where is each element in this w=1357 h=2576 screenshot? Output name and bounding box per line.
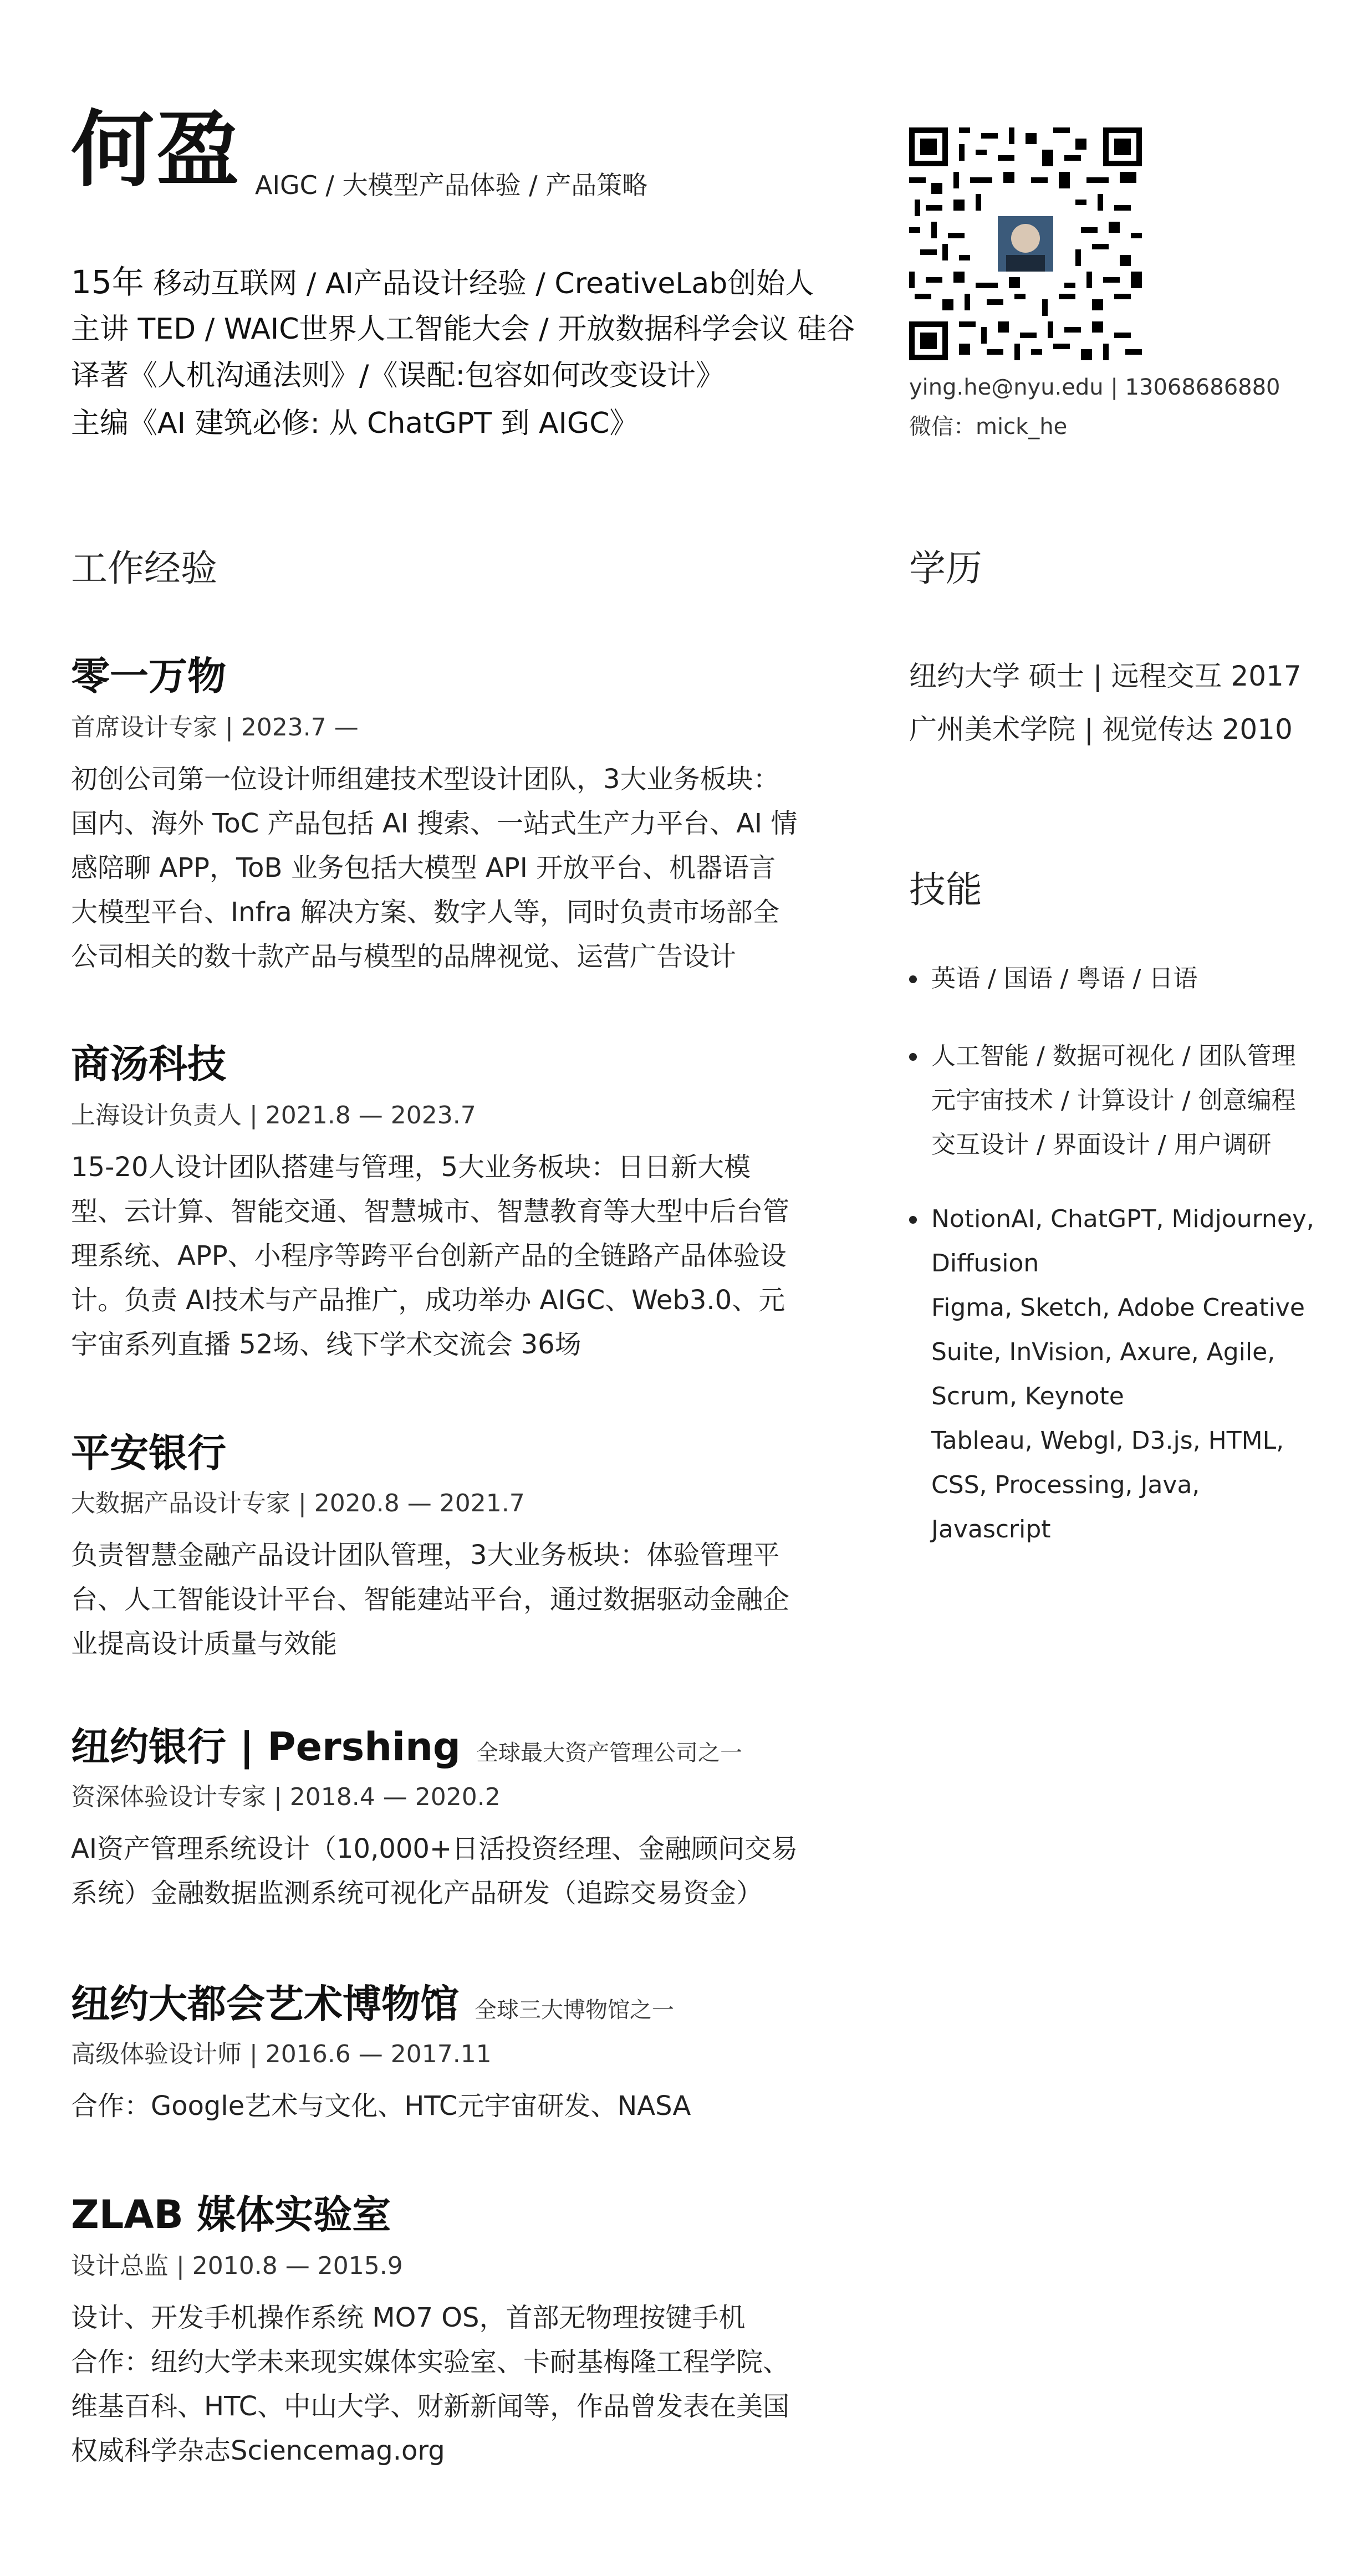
company-name: 平安银行: [71, 1430, 226, 1476]
summary-text: 移动互联网 / AI产品设计经验 / CreativeLab创始人: [153, 267, 814, 300]
description-line: 计。负责 AI技术与产品推广，成功举办 AIGC、Web3.0、元: [71, 1285, 785, 1316]
description-line: 型、云计算、智能交通、智慧城市、智慧教育等大型中后台管: [71, 1196, 790, 1227]
description-line: 理系统、APP、小程序等跨平台创新产品的全链路产品体验设: [71, 1240, 787, 1271]
description-line: 台、人工智能设计平台、智能建站平台，通过数据驱动金融企: [71, 1584, 790, 1615]
company-note: 全球最大资产管理公司之一: [476, 1740, 743, 1766]
summary-line: [71, 409, 639, 438]
skill-line: Suite, InVision, Axure, Agile,: [931, 1338, 1276, 1366]
skill-line: Tableau, Webgl, D3.js, HTML,: [931, 1427, 1284, 1455]
description-line: 初创公司第一位设计师组建技术型设计团队，3大业务板块：: [71, 764, 780, 795]
job-description: [71, 2296, 814, 2473]
summary-line: [71, 361, 725, 390]
skill-group: [909, 1034, 1336, 1167]
summary-line: [71, 315, 855, 344]
job-role: 上海设计负责人 | 2021.8 — 2023.7: [71, 1101, 476, 1129]
job-role: 资深体验设计专家 | 2018.4 — 2020.2: [71, 1783, 501, 1811]
education-item: 广州美术学院 | 视觉传达 2010: [909, 713, 1293, 745]
bullet-icon: [909, 1053, 917, 1061]
job-role: 设计总监 | 2010.8 — 2015.9: [71, 2252, 403, 2280]
description-line: 设计、开发手机操作系统 MO7 OS，首部无物理按键手机: [71, 2302, 746, 2333]
skill-line: Diffusion: [931, 1249, 1039, 1277]
summary-text: 《人机沟通法则》/《误配:包容如何改变设计》: [129, 359, 725, 392]
company-title: 纽约银行 | Pershing: [71, 1724, 461, 1770]
skill-line: 元宇宙技术 / 计算设计 / 创意编程: [931, 1086, 1296, 1115]
company-note: 全球三大博物馆之一: [475, 1997, 674, 2023]
bullet-icon: [909, 1216, 917, 1224]
education-section-title: 学历: [909, 547, 982, 590]
description-line: 业提高设计质量与效能: [71, 1628, 338, 1659]
description-line: 合作：Google艺术与文化、HTC元宇宙研发、NASA: [71, 2091, 691, 2122]
job-description: [71, 2084, 814, 2128]
summary-lead: 主讲: [71, 313, 129, 346]
skill-group: [909, 957, 1336, 1001]
skill-line: 人工智能 / 数据可视化 / 团队管理: [931, 1042, 1296, 1070]
job-description: [71, 757, 814, 979]
skill-line: NotionAI, ChatGPT, Midjourney,: [931, 1205, 1314, 1233]
description-line: 15-20人设计团队搭建与管理，5大业务板块：日日新大模: [71, 1152, 751, 1183]
summary-lead: 译著: [71, 359, 129, 392]
qr-code-icon: [909, 127, 1142, 360]
company-title: 纽约大都会艺术博物馆: [71, 1981, 459, 2027]
skill-line: Scrum, Keynote: [931, 1382, 1124, 1410]
company-name: 商汤科技: [71, 1041, 226, 1087]
summary-text: TED / WAIC世界人工智能大会 / 开放数据科学会议 硅谷: [137, 313, 855, 346]
description-line: 国内、海外 ToC 产品包括 AI 搜索、一站式生产力平台、AI 情: [71, 808, 798, 839]
contact-email-phone[interactable]: ying.he@nyu.edu | 13068686880: [909, 375, 1281, 400]
description-line: 负责智慧金融产品设计团队管理，3大业务板块：体验管理平: [71, 1540, 780, 1571]
summary-lead: 15年: [71, 263, 144, 301]
description-line: 公司相关的数十款产品与模型的品牌视觉、运营广告设计: [71, 941, 737, 972]
job-description: [71, 1145, 814, 1367]
description-line: 权威科学杂志Sciencemag.org: [71, 2435, 445, 2466]
description-line: 感陪聊 APP，ToB 业务包括大模型 API 开放平台、机器语言: [71, 852, 776, 883]
work-section-title: 工作经验: [71, 547, 217, 590]
education-item: 纽约大学 硕士 | 远程交互 2017: [909, 660, 1302, 692]
job-role: 首席设计专家 | 2023.7 —: [71, 713, 359, 742]
description-line: 系统）金融数据监测系统可视化产品研发（追踪交易资金）: [71, 1878, 763, 1909]
contact-wechat: 微信：mick_he: [909, 414, 1068, 439]
summary-text: 《AI 建筑必修: 从 ChatGPT 到 AIGC》: [129, 407, 639, 440]
description-line: 合作：纽约大学未来现实媒体实验室、卡耐基梅隆工程学院、: [71, 2347, 790, 2378]
summary-line: [71, 263, 814, 301]
job-description: [71, 1827, 814, 1915]
company-name: ZLAB 媒体实验室: [71, 2192, 391, 2237]
skill-line: 交互设计 / 界面设计 / 用户调研: [931, 1131, 1272, 1159]
description-line: 维基百科、HTC、中山大学、财新新闻等，作品曾发表在美国: [71, 2391, 790, 2422]
company-name: [71, 1973, 674, 2029]
skills-section-title: 技能: [909, 868, 982, 911]
job-description: [71, 1533, 814, 1666]
description-line: 大模型平台、Infra 解决方案、数字人等，同时负责市场部全: [71, 897, 779, 928]
description-line: AI资产管理系统设计（10,000+日活投资经理、金融顾问交易: [71, 1833, 798, 1864]
description-line: 宇宙系列直播 52场、线下学术交流会 36场: [71, 1329, 581, 1360]
candidate-tagline: AIGC / 大模型产品体验 / 产品策略: [255, 170, 648, 200]
company-name: 零一万物: [71, 653, 226, 699]
summary-lead: 主编: [71, 407, 129, 440]
skill-line: Figma, Sketch, Adobe Creative: [931, 1294, 1305, 1322]
skill-group: [909, 1197, 1336, 1552]
job-role: 高级体验设计师 | 2016.6 — 2017.11: [71, 2040, 492, 2068]
bullet-icon: [909, 975, 917, 983]
skill-line: Javascript: [931, 1515, 1051, 1543]
skill-line: 英语 / 国语 / 粤语 / 日语: [931, 964, 1198, 993]
job-role: 大数据产品设计专家 | 2020.8 — 2021.7: [71, 1489, 525, 1517]
skill-line: CSS, Processing, Java,: [931, 1471, 1200, 1499]
candidate-name: 何盈: [71, 102, 242, 198]
company-name: [71, 1716, 742, 1772]
